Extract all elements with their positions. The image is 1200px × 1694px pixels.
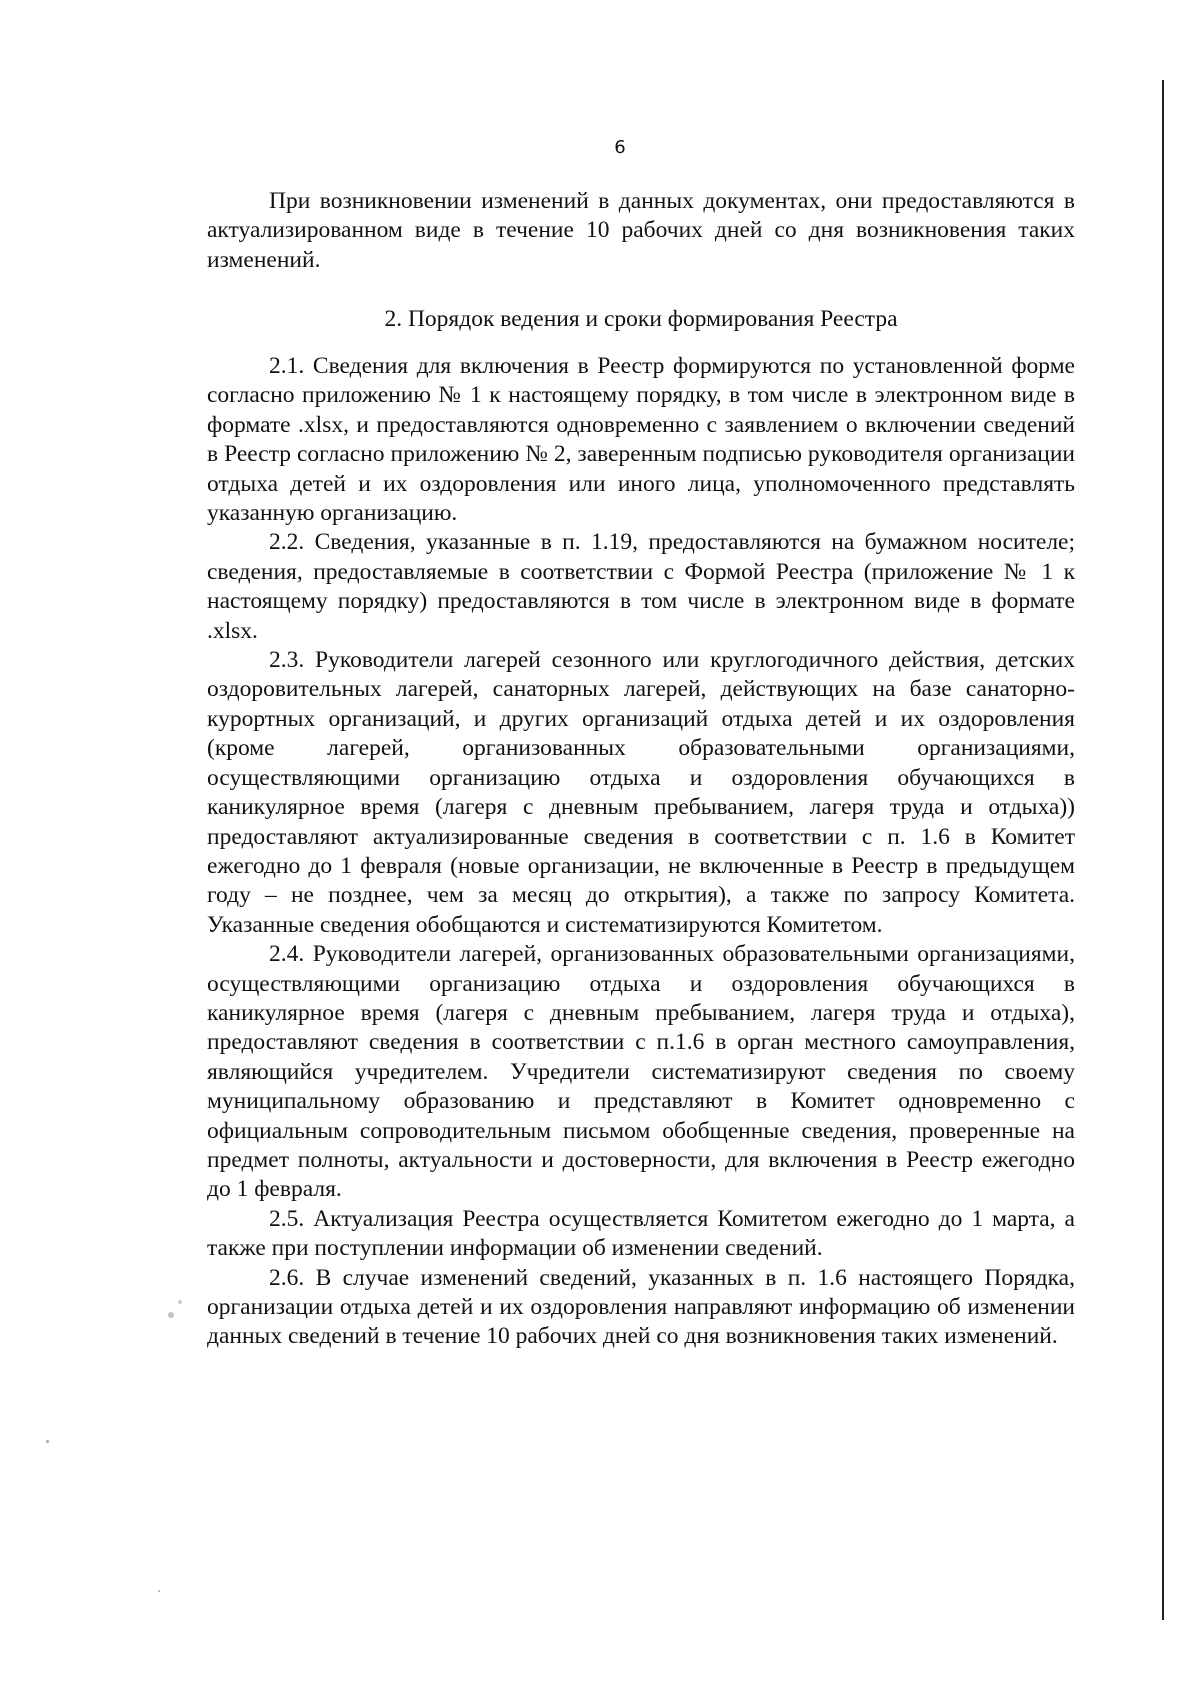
- page-number: 6: [614, 137, 626, 158]
- scan-speck: [158, 1590, 160, 1592]
- intro-block: [207, 187, 1075, 275]
- section-heading: 2. Порядок ведения и сроки формирования Реестра: [384, 306, 898, 332]
- scan-speck: [168, 1312, 174, 1318]
- scan-speck: [178, 1300, 182, 1304]
- paragraph-2-5: 2.5. Актуализация Реестра осуществляется Комитетом ежегодно до 1 марта, а также при поступлении информации об изменении сведений.: [207, 1205, 1075, 1262]
- scan-speck: [46, 1440, 49, 1443]
- paragraph-2-1: 2.1. Сведения для включения в Реестр формируются по установленной форме согласно приложению № 1 к настоящему порядку, в том числе в электронном виде в формате .xlsx, и предоставляются одновременно с заявлением о включении сведений в Реестр согласно приложению № 2, заверенным подписью руководителя организации отдыха детей и их оздоровления или иного лица, уполномоченного представлять указанную организацию.: [207, 353, 1075, 527]
- section-body: [207, 352, 1075, 1352]
- section-heading-block: [207, 305, 1075, 334]
- intro-paragraph: При возникновении изменений в данных документах, они предоставляются в актуализированном виде в течение 10 рабочих дней со дня возникновения таких изменений.: [207, 188, 1075, 273]
- paragraph-2-2: 2.2. Сведения, указанные в п. 1.19, предоставляются на бумажном носителе; сведения, предоставляемые в соответствии с Формой Реестра (приложение № 1 к настоящему порядку) предоставляются в том числе в электронном виде в формате .xlsx.: [207, 529, 1075, 644]
- paragraph-2-4: 2.4. Руководители лагерей, организованных образовательными организациями, осуществляющими организацию отдыха и оздоровления обучающихся в каникулярное время (лагеря с дневным пребыванием, лагеря труда и отдыха), предоставляют сведения в соответствии с п.1.6 в орган местного самоуправления, являющийся учредителем. Учредители систематизируют сведения по своему муниципальному образованию и представляют в Комитет одновременно с официальным сопроводительным письмом обобщенные сведения, проверенные на предмет полноты, актуальности и достоверности, для включения в Реестр ежегодно до 1 февраля.: [207, 941, 1075, 1203]
- paragraph-2-6: 2.6. В случае изменений сведений, указанных в п. 1.6 настоящего Порядка, организации отдыха детей и их оздоровления направляют информацию об изменении данных сведений в течение 10 рабочих дней со дня возникновения таких изменений.: [207, 1264, 1075, 1350]
- paragraph-2-3: 2.3. Руководители лагерей сезонного или круглогодичного действия, детских оздоровительных лагерей, санаторных лагерей, действующих на базе санаторно-курортных организаций, и других организаций отдыха детей и их оздоровления (кроме лагерей, организованных образовательными организациями, осуществляющими организацию отдыха и оздоровления обучающихся в каникулярное время (лагеря с дневным пребыванием, лагеря труда и отдыха)) предоставляют актуализированные сведения в соответствии с п. 1.6 в Комитет ежегодно до 1 февраля (новые организации, не включенные в Реестр в предыдущем году – не позднее, чем за месяц до открытия), а также по запросу Комитета. Указанные сведения обобщаются и систематизируются Комитетом.: [207, 647, 1075, 938]
- scan-edge-line: [1162, 80, 1164, 1620]
